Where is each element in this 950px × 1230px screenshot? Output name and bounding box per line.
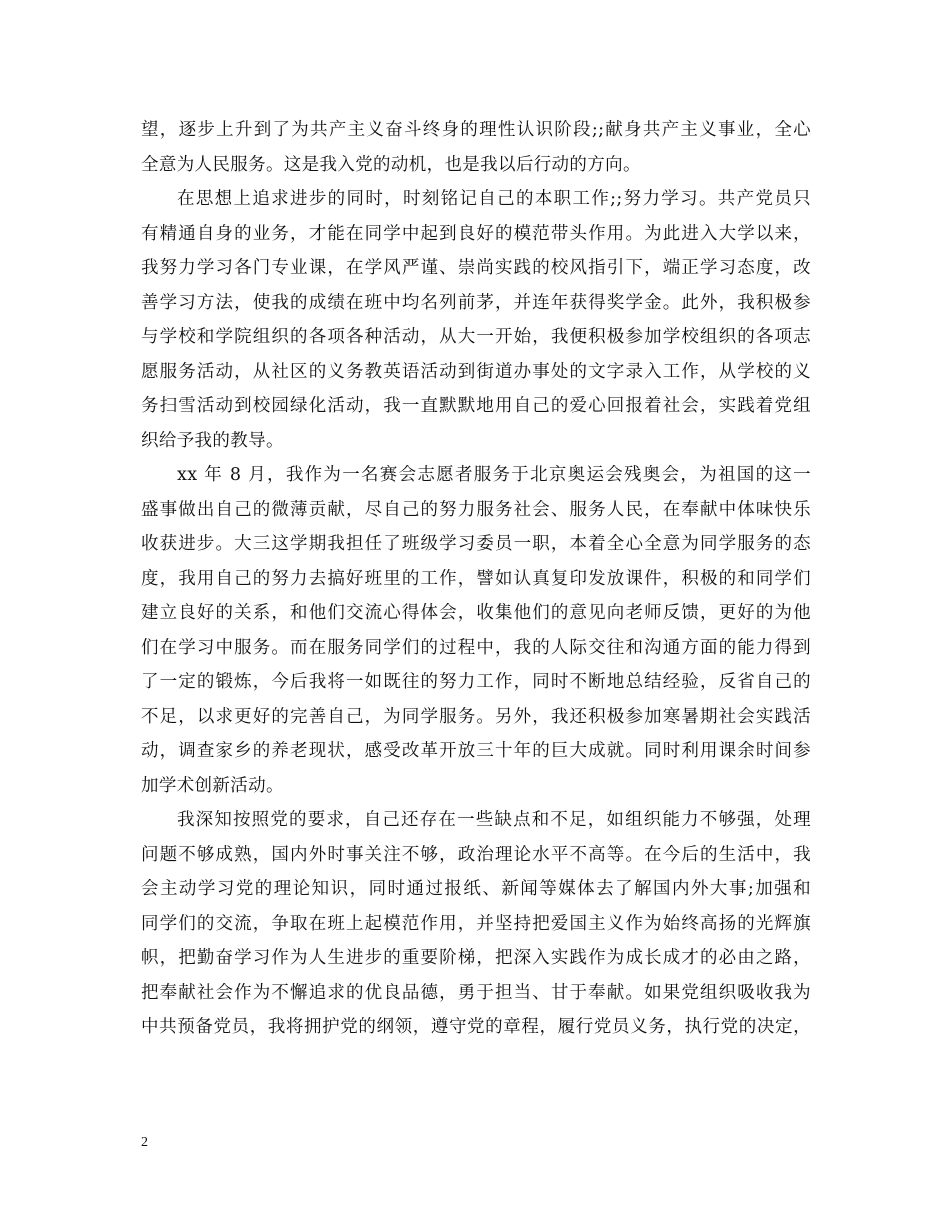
text-line: 有精通自身的业务，才能在同学中起到良好的模范带头作用。为此进入大学以来，: [141, 223, 811, 244]
text-line: 动，调查家乡的养老现状，感受改革开放三十年的巨大成就。同时利用课余时间参: [141, 741, 811, 761]
document-body: [141, 113, 811, 1045]
text-line: 不足，以求更好的完善自己，为同学服务。另外，我还积极参加寒暑期社会实践活: [141, 706, 811, 727]
page-number: 2: [141, 1135, 148, 1150]
text-line: 织给予我的教导。: [141, 430, 284, 451]
text-line: xx 年 8 月，我作为一名赛会志愿者服务于北京奥运会残奥会，为祖国的这一: [177, 465, 811, 485]
text-line: 望，逐步上升到了为共产主义奋斗终身的理性认识阶段;;献身共产主义事业，全心: [141, 120, 811, 140]
text-line: 善学习方法，使我的成绩在班中均名列前茅，并连年获得奖学金。此外，我积极参: [141, 292, 811, 313]
text-line: 我深知按照党的要求，自己还存在一些缺点和不足，如组织能力不够强，处理: [177, 810, 811, 830]
text-line: 务扫雪活动到校园绿化活动，我一直默默地用自己的爱心回报着社会，实践着党组: [141, 396, 811, 416]
text-line: 愿服务活动，从社区的义务教英语活动到街道办事处的文字录入工作，从学校的义: [141, 361, 811, 382]
text-line: 我努力学习各门专业课，在学风严谨、崇尚实践的校风指引下，端正学习态度，改: [141, 258, 811, 278]
text-line: 同学们的交流，争取在班上起模范作用，并坚持把爱国主义作为始终高扬的光辉旗: [141, 913, 811, 934]
text-line: 与学校和学院组织的各项各种活动，从大一开始，我便积极参加学校组织的各项志: [141, 327, 811, 347]
text-line: 会主动学习党的理论知识，同时通过报纸、新闻等媒体去了解国内外大事;加强和: [141, 879, 811, 899]
text-line: 问题不够成熟，国内外时事关注不够，政治理论水平不高等。在今后的生活中，我: [141, 844, 811, 865]
text-line: 盛事做出自己的微薄贡献，尽自己的努力服务社会、服务人民，在奉献中体味快乐: [141, 499, 811, 520]
text-line: 中共预备党员，我将拥护党的纲领，遵守党的章程，履行党员义务，执行党的决定，: [141, 1017, 811, 1037]
text-line: 全意为人民服务。这是我入党的动机，也是我以后行动的方向。: [141, 154, 641, 175]
text-line: 建立良好的关系，和他们交流心得体会，收集他们的意见向老师反馈，更好的为他: [141, 603, 811, 623]
text-line: 在思想上追求进步的同时，时刻铭记自己的本职工作;;努力学习。共产党员只: [177, 189, 811, 209]
text-line: 们在学习中服务。而在服务同学们的过程中，我的人际交往和沟通方面的能力得到: [141, 637, 811, 658]
text-line: 把奉献社会作为不懈追求的优良品德，勇于担当、甘于奉献。如果党组织吸收我为: [141, 982, 811, 1003]
text-line: 帜，把勤奋学习作为人生进步的重要阶梯，把深入实践作为成长成才的必由之路，: [141, 948, 811, 968]
text-line: 度，我用自己的努力去搞好班里的工作，譬如认真复印发放课件，积极的和同学们: [141, 568, 811, 589]
text-line: 了一定的锻炼，今后我将一如既往的努力工作，同时不断地总结经验，反省自己的: [141, 672, 811, 692]
text-line: 收获进步。大三这学期我担任了班级学习委员一职，本着全心全意为同学服务的态: [141, 534, 811, 554]
text-line: 加学术创新活动。: [141, 775, 284, 796]
